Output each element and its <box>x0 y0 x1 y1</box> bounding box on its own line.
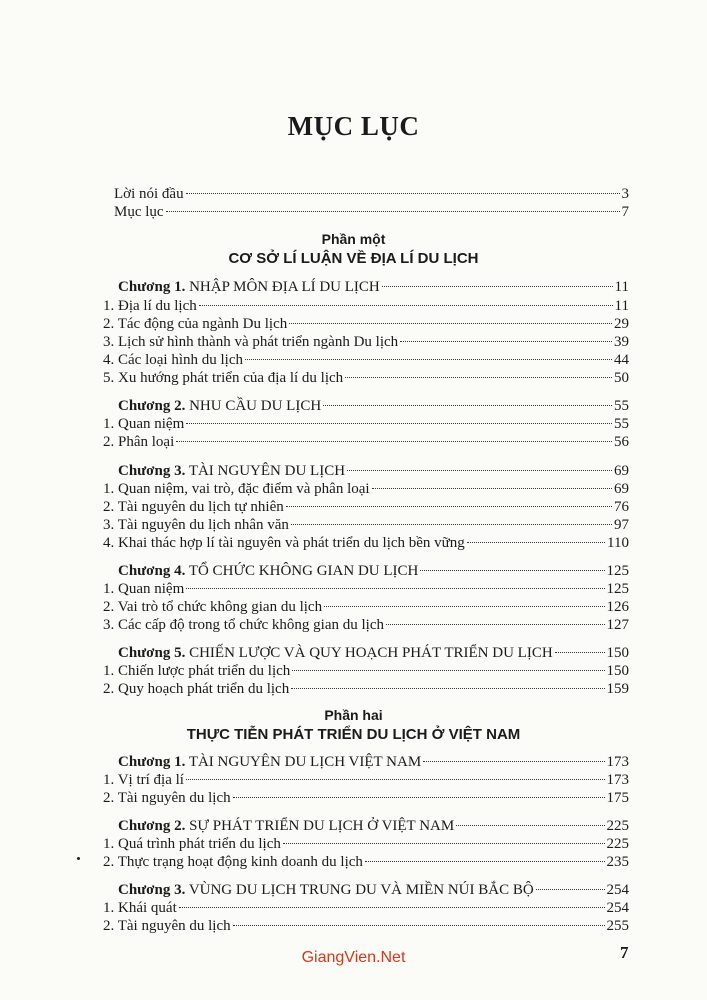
watermark: GiangVien.Net <box>301 949 406 966</box>
entry-label: 4. Khai thác hợp lí tài nguyên và phát triển du lịch bền vững <box>103 535 465 551</box>
toc-section-entry[interactable] <box>103 296 629 316</box>
toc-section-entry[interactable] <box>103 368 629 388</box>
entry-page-number: 76 <box>614 499 629 515</box>
dot-leader <box>199 305 613 306</box>
dot-leader <box>289 323 612 324</box>
part-title: CƠ SỞ LÍ LUẬN VỀ ĐỊA LÍ DU LỊCH <box>228 250 479 267</box>
toc-section-entry[interactable] <box>103 852 629 872</box>
entry-label: 2. Tác động của ngành Du lịch <box>103 316 288 332</box>
dot-leader <box>233 925 605 926</box>
chapter-prefix: Chương 2. <box>118 398 186 414</box>
toc-section-entry[interactable] <box>103 597 629 617</box>
entry-label: 2. Tài nguyên du lịch tự nhiên <box>103 499 284 515</box>
toc-section-entry[interactable] <box>103 533 629 553</box>
dot-leader <box>347 470 612 471</box>
entry-page-number: 110 <box>607 535 629 551</box>
chapter-prefix: Chương 1. <box>118 754 186 770</box>
dot-leader <box>186 779 605 780</box>
entry-label: 1. Quan niệm <box>103 581 185 597</box>
toc-front-entry[interactable] <box>114 184 629 204</box>
dot-leader <box>420 570 604 571</box>
entry-label: 1. Quan niệm <box>103 416 185 432</box>
entry-page-number: 50 <box>614 370 629 386</box>
entry-page-number: 159 <box>606 681 629 697</box>
toc-section-entry[interactable] <box>103 497 629 517</box>
entry-label: 1. Quá trình phát triển du lịch <box>103 836 281 852</box>
entry-label: Mục lục <box>114 204 164 220</box>
entry-label: 3. Các cấp độ trong tổ chức không gian du lịch <box>103 617 384 633</box>
dot-leader <box>291 524 612 525</box>
toc-section-entry[interactable] <box>103 579 629 599</box>
dot-leader <box>186 588 604 589</box>
entry-label <box>103 643 553 663</box>
dot-leader <box>382 286 613 287</box>
chapter-title: TÀI NGUYÊN DU LỊCH VIỆT NAM <box>188 754 422 770</box>
dot-leader <box>467 542 605 543</box>
entry-page-number: 173 <box>606 754 629 770</box>
toc-section-entry[interactable] <box>103 432 629 452</box>
entry-page-number: 39 <box>614 334 629 350</box>
toc-section-entry[interactable] <box>103 834 629 854</box>
entry-label: 1. Chiến lược phát triển du lịch <box>103 663 291 679</box>
part-label: Phần một <box>321 231 386 247</box>
toc-section-entry[interactable] <box>103 414 629 434</box>
entry-page-number: 225 <box>606 836 629 852</box>
toc-chapter-entry[interactable] <box>103 396 629 416</box>
entry-page-number: 235 <box>606 854 629 870</box>
page-title: MỤC LỤC <box>287 111 420 141</box>
toc-section-entry[interactable] <box>103 314 629 334</box>
entry-label: 2. Phân loại <box>103 434 175 450</box>
entry-page-number: 7 <box>621 204 629 220</box>
entry-page-number: 150 <box>606 645 629 661</box>
toc-front-entry[interactable] <box>114 202 629 222</box>
page-number: 7 <box>620 943 629 962</box>
entry-page-number: 173 <box>606 772 629 788</box>
toc-section-entry[interactable] <box>103 679 629 699</box>
entry-label <box>103 752 421 772</box>
entry-page-number: 150 <box>606 663 629 679</box>
dot-leader <box>179 907 605 908</box>
dot-leader <box>386 624 605 625</box>
entry-label: 3. Tài nguyên du lịch nhân văn <box>103 517 289 533</box>
entry-page-number: 97 <box>614 517 629 533</box>
chapter-prefix: Chương 4. <box>118 563 186 579</box>
toc-chapter-entry[interactable] <box>103 461 629 481</box>
entry-page-number: 56 <box>614 434 629 450</box>
entry-label: 2. Quy hoạch phát triển du lịch <box>103 681 290 697</box>
entry-page-number: 175 <box>606 790 629 806</box>
dot-leader <box>423 761 604 762</box>
chapter-title: SỰ PHÁT TRIỂN DU LỊCH Ở VIỆT NAM <box>189 818 455 834</box>
entry-label <box>103 461 345 481</box>
entry-page-number: 125 <box>606 581 629 597</box>
dot-leader <box>186 423 612 424</box>
toc-chapter-entry[interactable] <box>103 816 629 836</box>
chapter-title: CHIẾN LƯỢC VÀ QUY HOẠCH PHÁT TRIỂN DU LỊCH <box>189 645 553 661</box>
dot-leader <box>186 193 620 194</box>
chapter-title: TỔ CHỨC KHÔNG GIAN DU LỊCH <box>188 563 419 579</box>
entry-page-number: 225 <box>606 818 629 834</box>
chapter-title: TÀI NGUYÊN DU LỊCH <box>188 463 346 479</box>
dot-leader <box>365 861 605 862</box>
entry-page-number: 55 <box>614 398 629 414</box>
chapter-prefix: Chương 2. <box>118 818 186 834</box>
toc-chapter-entry[interactable] <box>103 277 629 297</box>
chapter-prefix: Chương 1. <box>118 279 186 295</box>
dot-leader <box>245 359 612 360</box>
entry-label: 4. Các loại hình du lịch <box>103 352 243 368</box>
toc-section-entry[interactable] <box>103 770 629 790</box>
entry-label: 1. Quan niệm, vai trò, đặc điểm và phân loại <box>103 481 370 497</box>
toc-section-entry[interactable] <box>103 898 629 918</box>
entry-page-number: 126 <box>606 599 629 615</box>
part-label: Phần hai <box>324 707 383 723</box>
dot-leader <box>283 843 605 844</box>
entry-label: 2. Tài nguyên du lịch <box>103 790 231 806</box>
toc-section-entry[interactable] <box>103 479 629 499</box>
toc-section-entry[interactable] <box>103 661 629 681</box>
toc-chapter-entry[interactable] <box>103 752 629 772</box>
toc-section-entry[interactable] <box>103 515 629 535</box>
chapter-title: VÙNG DU LỊCH TRUNG DU VÀ MIỀN NÚI BẮC BỘ <box>188 882 534 898</box>
entry-label: 5. Xu hướng phát triển của địa lí du lịch <box>103 370 344 386</box>
entry-label <box>103 277 380 297</box>
entry-page-number: 125 <box>606 563 629 579</box>
chapter-title: NHẬP MÔN ĐỊA LÍ DU LỊCH <box>189 279 380 295</box>
dot-leader <box>166 211 620 212</box>
entry-label: 3. Lịch sử hình thành và phát triển ngành Du lịch <box>103 334 399 350</box>
toc-section-entry[interactable] <box>103 615 629 635</box>
dot-leader <box>286 506 612 507</box>
toc-section-entry[interactable] <box>103 332 629 352</box>
entry-page-number: 29 <box>614 316 629 332</box>
dot-leader <box>291 688 604 689</box>
dot-leader <box>233 797 605 798</box>
toc-section-entry[interactable] <box>103 350 629 370</box>
entry-label: 2. Thực trạng hoạt động kinh doanh du lịch <box>103 854 363 870</box>
dot-leader <box>176 441 612 442</box>
entry-label: 2. Vai trò tổ chức không gian du lịch <box>103 599 323 615</box>
entry-label: Lời nói đầu <box>114 186 184 202</box>
entry-page-number: 55 <box>614 416 629 432</box>
entry-label <box>103 880 534 900</box>
chapter-prefix: Chương 3. <box>118 463 186 479</box>
part-title: THỰC TIỄN PHÁT TRIỂN DU LỊCH Ở VIỆT NAM <box>186 726 521 743</box>
stray-dot <box>77 857 80 860</box>
entry-label: 1. Vị trí địa lí <box>103 772 184 788</box>
toc-chapter-entry[interactable] <box>103 880 629 900</box>
dot-leader <box>456 825 604 826</box>
entry-page-number: 3 <box>621 186 629 202</box>
toc-section-entry[interactable] <box>103 788 629 808</box>
entry-label: 1. Khái quát <box>103 900 177 916</box>
entry-label: 1. Địa lí du lịch <box>103 298 197 314</box>
entry-page-number: 254 <box>606 900 629 916</box>
entry-label <box>103 396 321 416</box>
toc-chapter-entry[interactable] <box>103 643 629 663</box>
entry-page-number: 127 <box>606 617 629 633</box>
entry-label <box>103 561 418 581</box>
entry-page-number: 44 <box>614 352 629 368</box>
entry-page-number: 254 <box>606 882 629 898</box>
chapter-title: NHU CẦU DU LỊCH <box>189 398 322 414</box>
entry-page-number: 11 <box>614 298 629 314</box>
entry-label <box>103 816 454 836</box>
chapter-prefix: Chương 3. <box>118 882 186 898</box>
toc-chapter-entry[interactable] <box>103 561 629 581</box>
entry-page-number: 255 <box>606 918 629 934</box>
dot-leader <box>323 405 612 406</box>
entry-page-number: 69 <box>614 481 629 497</box>
dot-leader <box>345 377 612 378</box>
entry-page-number: 69 <box>614 463 629 479</box>
dot-leader <box>400 341 612 342</box>
entry-page-number: 11 <box>614 279 629 295</box>
entry-label: 2. Tài nguyên du lịch <box>103 918 231 934</box>
dot-leader <box>324 606 604 607</box>
chapter-prefix: Chương 5. <box>118 645 186 661</box>
dot-leader <box>372 488 612 489</box>
dot-leader <box>292 670 604 671</box>
toc-section-entry[interactable] <box>103 916 629 936</box>
dot-leader <box>536 889 605 890</box>
dot-leader <box>555 652 605 653</box>
